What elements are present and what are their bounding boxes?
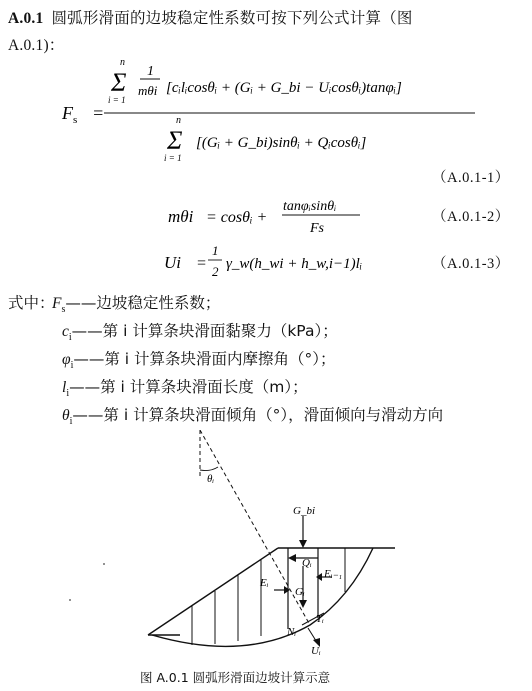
- eq-number-1: （A.0.1-1）: [432, 170, 510, 186]
- svg-text:= cosθᵢ +: = cosθᵢ +: [206, 209, 268, 226]
- theta-label: θᵢ: [207, 473, 215, 485]
- ti-label: Tᵢ: [316, 613, 324, 625]
- svg-text:γ_w(h_wi + h_w,i−1)lᵢ: γ_w(h_wi + h_w,i−1)lᵢ: [226, 256, 363, 272]
- ei1-arrowhead: [316, 573, 322, 581]
- svg-text:Fs: Fs: [310, 221, 324, 236]
- svg-text:1: 1: [147, 64, 154, 79]
- slope-diagram: [0, 430, 532, 660]
- svg-text:mθi: mθi: [168, 207, 194, 226]
- svg-text:2: 2: [212, 264, 219, 279]
- svg-text:i = 1: i = 1: [164, 153, 182, 163]
- ei-label: Eᵢ: [260, 577, 269, 589]
- section-text-line2: A.0.1)：: [8, 37, 65, 54]
- section-text-line1: 圆弧形滑面的边坡稳定性系数可按下列公式计算（图: [51, 9, 413, 27]
- qi-label: Qᵢ: [302, 557, 312, 569]
- gbi-label: G_bi: [293, 505, 315, 517]
- svg-text:n: n: [176, 115, 181, 126]
- section-heading: [8, 6, 413, 28]
- slip-arc: [152, 548, 373, 646]
- ui-label: Uᵢ: [311, 645, 321, 657]
- formula-main-lhs: $F_s$: [62, 103, 78, 126]
- svg-text:Σ: Σ: [111, 68, 127, 97]
- svg-text:n: n: [120, 57, 125, 68]
- ei1-label: Eᵢ₋₁: [324, 568, 343, 580]
- definition-item-phi: $\varphi_i——$第 i 计算条块滑面内摩擦角（°）；: [62, 350, 336, 372]
- section-number: A.0.1: [8, 10, 44, 27]
- svg-text:1: 1: [212, 243, 219, 258]
- definitions-label: 式中：: [8, 294, 55, 312]
- angle-arc: [200, 467, 218, 471]
- eq-number-2: （A.0.1-2）: [432, 209, 510, 225]
- radius-line: [200, 430, 310, 625]
- figure-caption: 图 A.0.1 圆弧形滑面边坡计算示意: [140, 670, 331, 685]
- definition-item-theta: $\theta_i——$第 i 计算条块滑面倾角（°），滑面倾向与滑动方向: [62, 406, 444, 428]
- slope-face: [148, 548, 278, 635]
- svg-text:Σ: Σ: [167, 126, 183, 155]
- svg-text:mθi: mθi: [138, 83, 158, 98]
- svg-text:=: =: [196, 255, 207, 272]
- svg-text:[cᵢlᵢcosθᵢ + (Gᵢ + G_bi − Uᵢco: [cᵢlᵢcosθᵢ + (Gᵢ + G_bi − Uᵢcosθᵢ)tanφᵢ]: [166, 80, 402, 96]
- gbi-arrowhead: [299, 540, 307, 548]
- svg-text:i = 1: i = 1: [108, 95, 126, 105]
- lhs-symbol: F: [62, 103, 73, 123]
- ni-label: Nᵢ: [287, 626, 297, 638]
- definition-item-li: $l_i——$第 i 计算条块滑面长度（m）；: [62, 378, 308, 400]
- definition-item-ci: $c_i——$第 i 计算条块滑面黏聚力（kPa）；: [62, 322, 338, 344]
- svg-text:Ui: Ui: [164, 253, 181, 272]
- definition-item-fs: $F_s——$边坡稳定性系数；: [52, 294, 221, 316]
- svg-text:[(Gᵢ + G_bi)sinθᵢ + Qᵢcosθᵢ]: [(Gᵢ + G_bi)sinθᵢ + Qᵢcosθᵢ]: [196, 135, 367, 151]
- eq-number-3: （A.0.1-3）: [432, 256, 510, 272]
- gi-label: Gᵢ: [295, 586, 305, 598]
- svg-text:tanφᵢsinθᵢ: tanφᵢsinθᵢ: [283, 199, 337, 214]
- svg-text:=: =: [92, 103, 105, 123]
- qi-arrowhead: [288, 554, 296, 562]
- ei-arrowhead: [284, 586, 290, 594]
